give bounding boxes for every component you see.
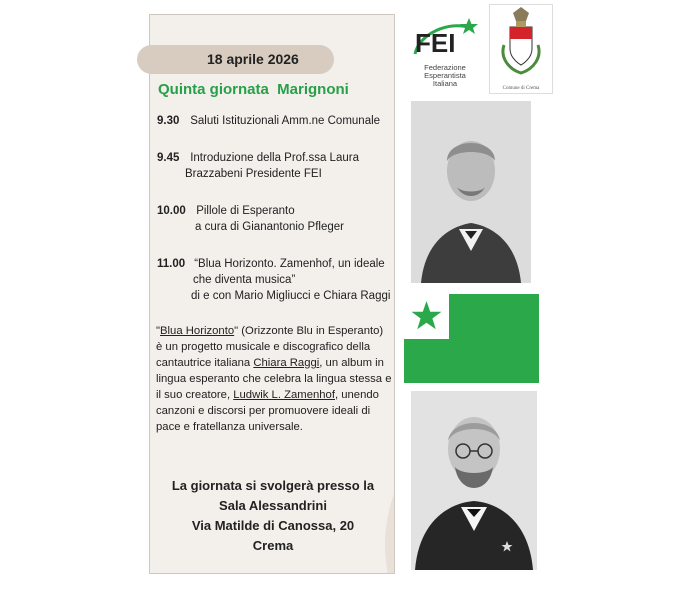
program-time: 10.00 bbox=[157, 205, 186, 217]
portrait-illustration bbox=[411, 101, 531, 283]
program-time: 11.00 bbox=[157, 258, 186, 270]
portrait-photo bbox=[411, 101, 531, 283]
fei-logo bbox=[409, 16, 481, 88]
zamenhof-portrait bbox=[411, 391, 537, 570]
album-description bbox=[156, 323, 392, 435]
fei-caption bbox=[409, 64, 481, 88]
link-chiara-raggi[interactable]: Chiara Raggi bbox=[253, 357, 320, 369]
program-item bbox=[157, 150, 393, 182]
green-star-icon bbox=[404, 294, 449, 339]
fei-caption-line: Esperantista bbox=[424, 71, 466, 80]
link-blua-horizonto[interactable]: Blua Horizonto bbox=[160, 325, 235, 337]
program-text-line2: Brazzabeni Presidente FEI bbox=[185, 168, 322, 180]
venue-intro: La giornata si svolgerà presso la bbox=[171, 478, 375, 493]
program-text-line2: che diventa musica” bbox=[193, 274, 296, 286]
venue-block bbox=[150, 476, 396, 556]
fei-caption-line: Italiana bbox=[432, 79, 458, 88]
description-text: , un album in lingua esperanto che celebra la lingua stessa e il suo creatore, bbox=[156, 357, 392, 401]
description-text: " (Orizzonte Blu in Esperanto) è un progetto musicale e discografico della cantautrice italiana bbox=[156, 325, 384, 369]
fei-caption-line: Federazione bbox=[424, 63, 466, 72]
venue-hall: Sala Alessandrini bbox=[219, 498, 327, 513]
description-text: , unendo canzoni e discorsi per promuovere ideali di pace e fratellanza universale. bbox=[156, 389, 379, 433]
program-item bbox=[157, 113, 393, 129]
esperanto-flag bbox=[404, 294, 539, 383]
fei-logo-mark bbox=[409, 16, 481, 61]
program-time: 9.45 bbox=[157, 152, 180, 164]
link-zamenhof[interactable]: Ludwik L. Zamenhof bbox=[233, 389, 335, 401]
program-text: Introduzione della Prof.ssa Laura bbox=[190, 152, 359, 164]
program-item bbox=[157, 203, 393, 235]
star-icon bbox=[460, 18, 478, 34]
program-text: Pillole di Esperanto bbox=[196, 205, 295, 217]
portrait-illustration bbox=[411, 391, 537, 570]
coat-of-arms-icon bbox=[490, 5, 552, 83]
event-date: 18 aprile 2026 bbox=[137, 45, 334, 74]
program-item bbox=[157, 256, 393, 304]
crema-coat-of-arms bbox=[489, 4, 553, 94]
crest-caption: Comune di Crema bbox=[502, 86, 540, 91]
program-time: 9.30 bbox=[157, 115, 180, 127]
venue-address: Via Matilde di Canossa, 20 bbox=[191, 518, 355, 533]
program-text-line3: di e con Mario Migliucci e Chiara Raggi bbox=[191, 290, 391, 302]
event-title: Quinta giornata Marignoni bbox=[158, 81, 349, 98]
fei-letters: FEI bbox=[415, 28, 456, 58]
program-text: “Blua Horizonto. Zamenhof, un ideale bbox=[194, 258, 385, 270]
flag-canton bbox=[404, 294, 449, 339]
program-text: Saluti Istituzionali Amm.ne Comunale bbox=[190, 115, 381, 127]
quote-mark: " bbox=[156, 325, 161, 337]
venue-city: Crema bbox=[252, 538, 294, 553]
program-text-line2: a cura di Gianantonio Pfleger bbox=[195, 221, 344, 233]
